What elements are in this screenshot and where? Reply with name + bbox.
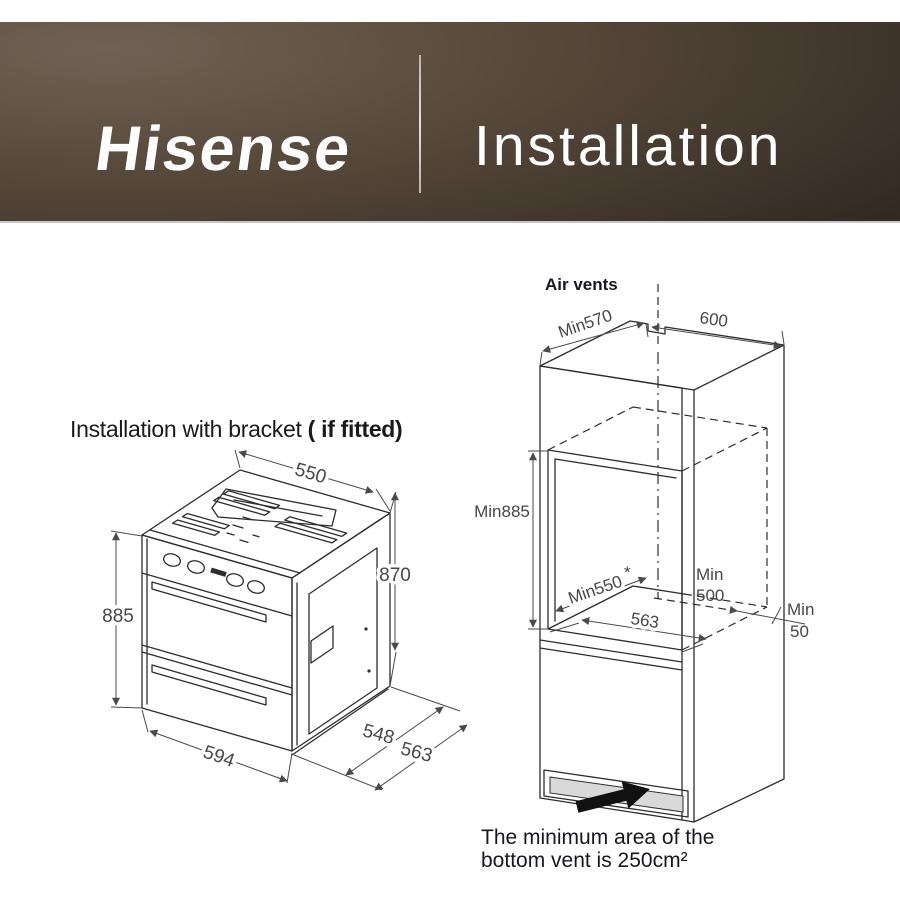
banner-divider [419,55,421,193]
cabinet-dimensions [474,275,814,872]
dim-min50-value: 50 [790,622,809,641]
dim-594: 594 [200,741,238,772]
dim-min550: Min550 [565,571,625,608]
cabinet-dimension-diagram [455,262,835,880]
header-banner [0,22,900,223]
dim-885: 885 [102,606,134,627]
dim-563-oven: 563 [398,738,435,767]
dim-min550-note: * [624,563,631,582]
dim-563-niche: 563 [629,608,661,633]
left-diagram-title [70,416,490,443]
dim-min570: Min570 [555,305,615,342]
dim-min885: Min885 [474,502,530,521]
dim-min50-word: Min [787,600,815,619]
page-title: Installation [474,114,783,178]
dim-548: 548 [360,720,397,749]
cabinet-drawing [540,321,784,822]
dim-600: 600 [698,308,730,331]
vent-caption-line1: The minimum area of the [481,826,715,849]
oven-dimensions [102,450,467,790]
hisense-logo: Hisense [91,114,357,184]
dim-550: 550 [292,459,329,489]
oven-drawing [142,470,390,755]
left-diagram-title-main: Installation with bracket [70,416,308,442]
dim-min500-value: 500 [696,586,725,605]
dim-min500-word: Min [696,565,724,584]
dim-870: 870 [379,565,411,586]
air-vents-label: Air vents [545,275,618,294]
vent-caption-line2: bottom vent is 250cm² [481,849,688,872]
left-diagram-title-bold: ( if fitted) [307,416,403,442]
oven-dimension-diagram [95,440,475,805]
